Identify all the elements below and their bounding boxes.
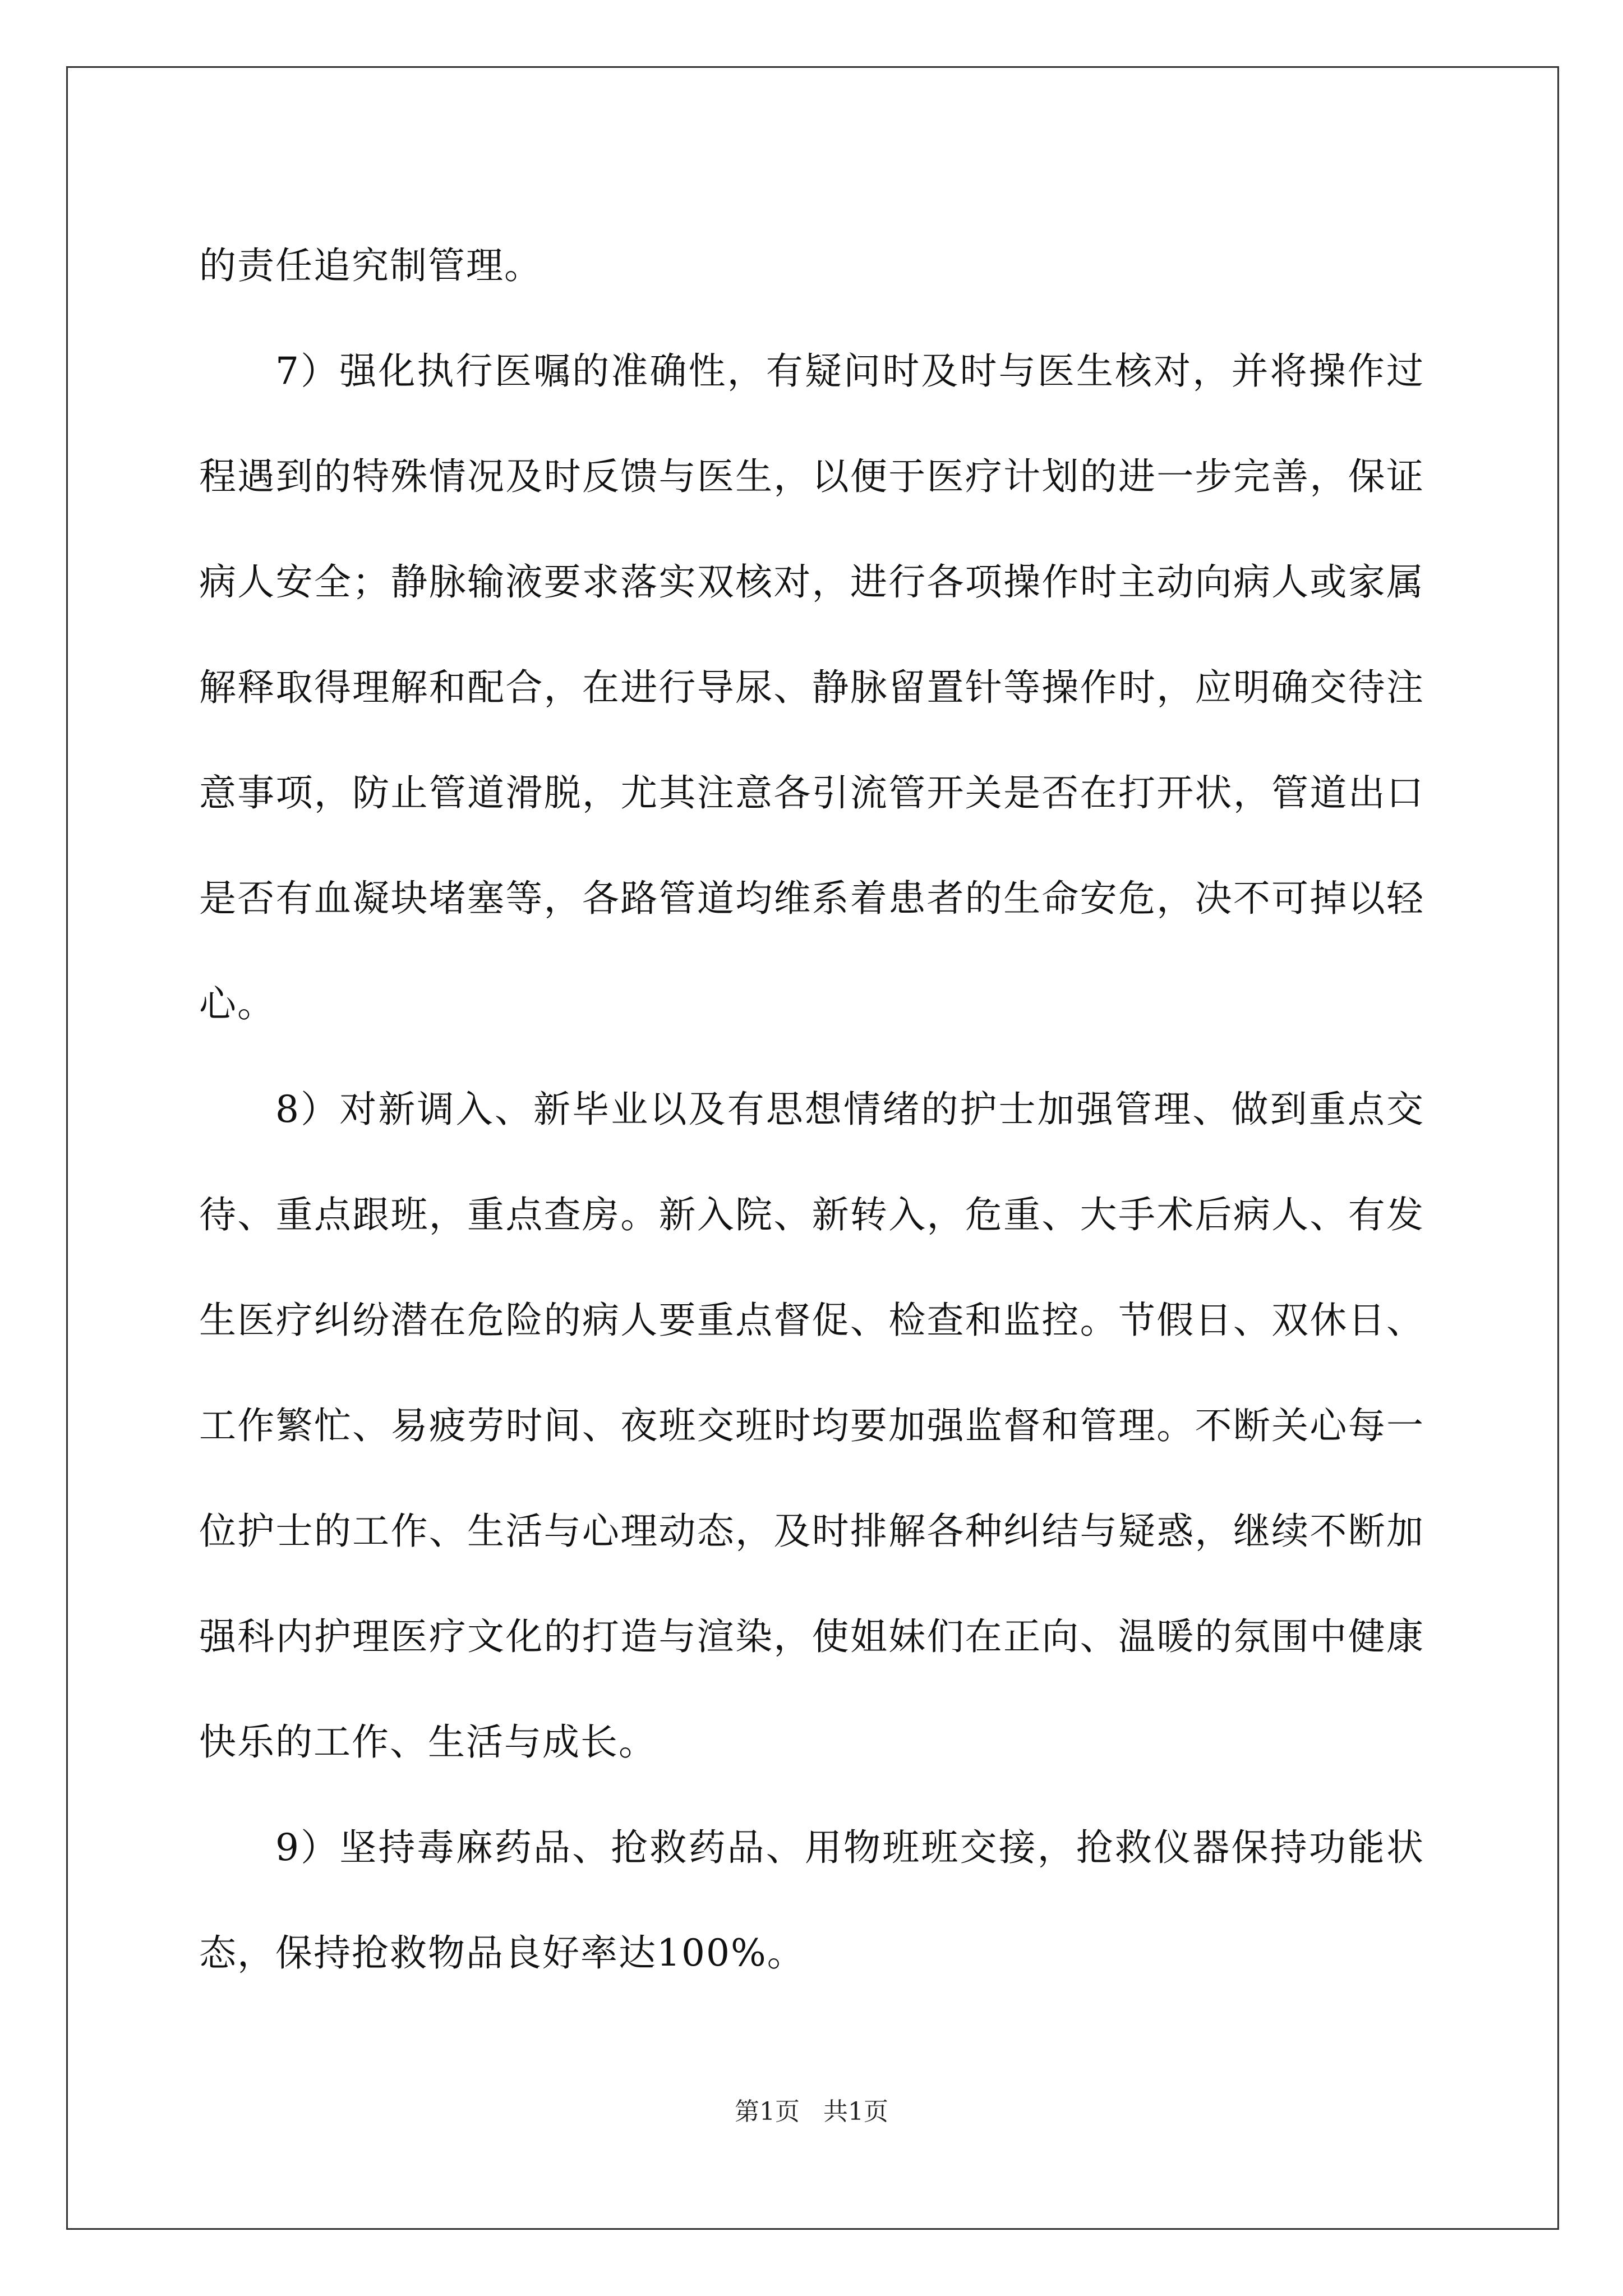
paragraph-item-7: 7）强化执行医嘱的准确性，有疑问时及时与医生核对，并将操作过程遇到的特殊情况及时反馈与医生，以便于医疗计划的进一步完善，保证病人安全；静脉输液要求落实双核对，进行各项操作时主动向病人或家属解释取得理解和配合，在进行导尿、静脉留置针等操作时，应明确交待注意事项，防止管道滑脱，尤其注意各引流管开关是否在打开状，管道出口是否有血凝块堵塞等，各路管道均维系着患者的生命安危，决不可掉以轻心。: [199, 349, 1424, 1025]
document-body: [199, 213, 1424, 2006]
paragraph-item-9: 9）坚持毒麻药品、抢救药品、用物班班交接，抢救仪器保持功能状态，保持抢救物品良好率达100%。: [199, 1826, 1424, 1975]
paragraph-continuation: 的责任追究制管理。: [199, 244, 542, 287]
page-number-footer: 第1页 共1页: [735, 2097, 888, 2126]
paragraph-item-8: 8）对新调入、新毕业以及有思想情绪的护士加强管理、做到重点交待、重点跟班，重点查房。新入院、新转入，危重、大手术后病人、有发生医疗纠纷潜在危险的病人要重点督促、检查和监控。节假日、双休日、工作繁忙、易疲劳时间、夜班交班时均要加强监督和管理。不断关心每一位护士的工作、生活与心理动态，及时排解各种纠结与疑惑，继续不断加强科内护理医疗文化的打造与渲染，使姐妹们在正向、温暖的氛围中健康快乐的工作、生活与成长。: [199, 1088, 1424, 1764]
